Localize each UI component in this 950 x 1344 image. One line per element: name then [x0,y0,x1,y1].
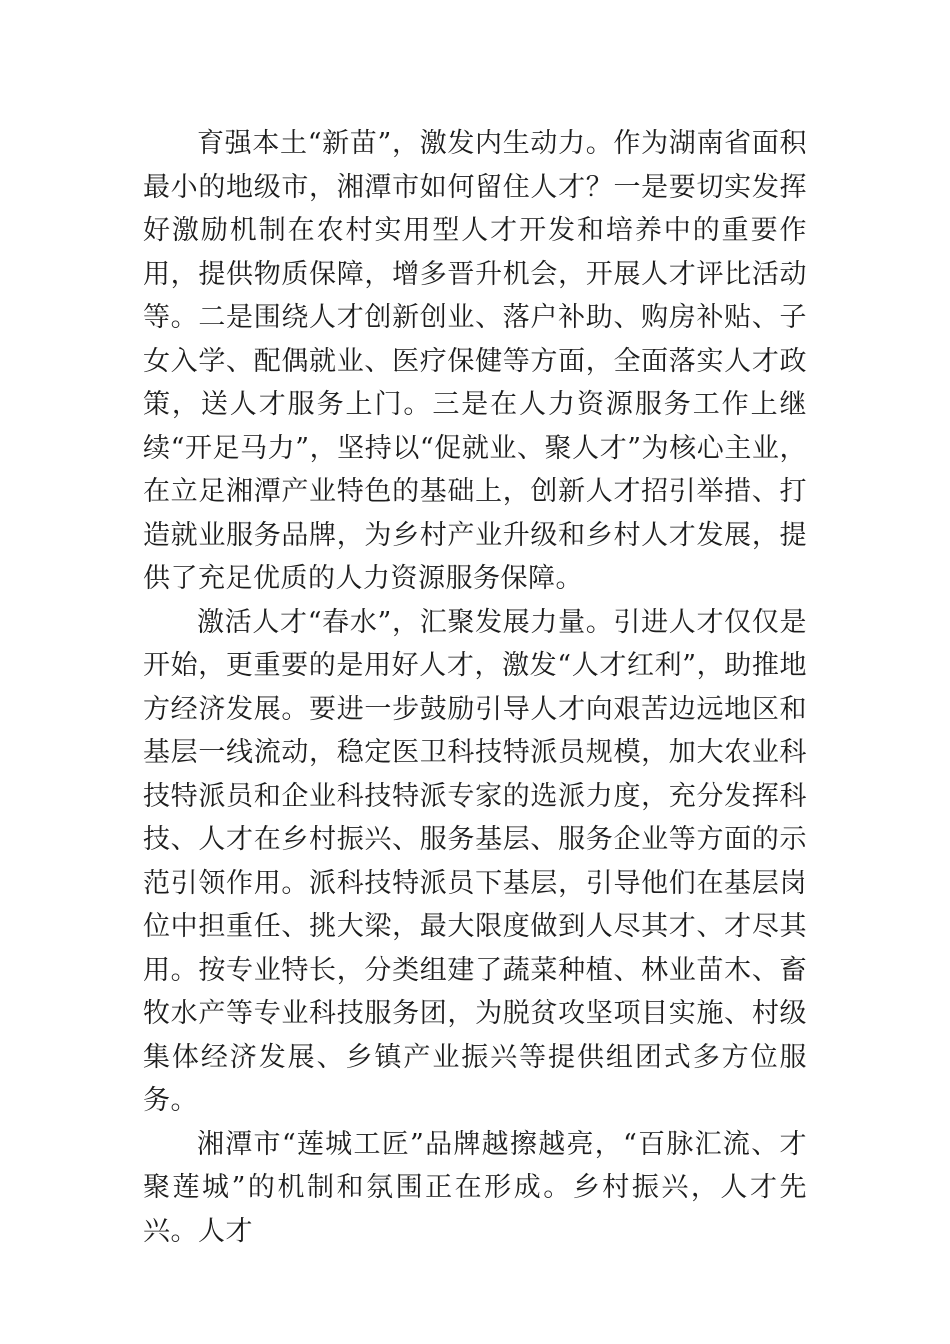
paragraph-3: 湘潭市“莲城工匠”品牌越擦越亮，“百脉汇流、才聚莲城”的机制和氛围正在形成。乡村振兴，人才先兴。人才 [143,1128,807,1247]
body-text [143,122,807,1253]
paragraph-2: 激活人才“春水”，汇聚发展力量。引进人才仅仅是开始，更重要的是用好人才，激发“人才红利”，助推地方经济发展。要进一步鼓励引导人才向艰苦边远地区和基层一线流动，稳定医卫科技特派员规模，加大农业科技特派员和企业科技特派专家的选派力度，充分发挥科技、人才在乡村振兴、服务基层、服务企业等方面的示范引领作用。派科技特派员下基层，引导他们在基层岗位中担重任、挑大梁，最大限度做到人尽其才、才尽其用。按专业特长，分类组建了蔬菜种植、林业苗木、畜牧水产等专业科技服务团，为脱贫攻坚项目实施、村级集体经济发展、乡镇产业振兴等提供组团式多方位服务。 [143,606,807,1116]
paragraph-1: 育强本土“新苗”，激发内生动力。作为湖南省面积最小的地级市，湘潭市如何留住人才？一是要切实发挥好激励机制在农村实用型人才开发和培养中的重要作用，提供物质保障，增多晋升机会，开展人才评比活动等。二是围绕人才创新创业、落户补助、购房补贴、子女入学、配偶就业、医疗保健等方面，全面落实人才政策，送人才服务上门。三是在人力资源服务工作上继续“开足马力”，坚持以“促就业、聚人才”为核心主业，在立足湘潭产业特色的基础上，创新人才招引举措、打造就业服务品牌，为乡村产业升级和乡村人才发展，提供了充足优质的人力资源服务保障。 [143,128,807,594]
